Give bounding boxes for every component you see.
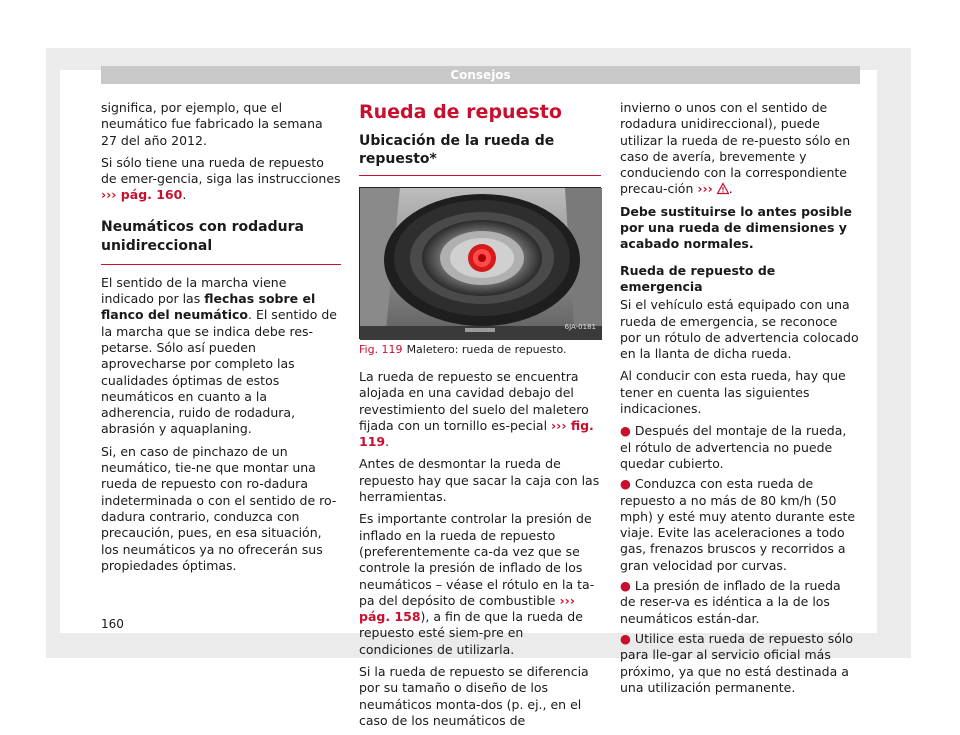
paragraph: Si sólo tiene una rueda de repuesto de emer-gencia, siga las instrucciones ››› pág. 160. — [101, 154, 341, 203]
bullet-dot-icon: ● — [620, 423, 631, 439]
paragraph: invierno o unos con el sentido de rodadura unidireccional), puede utilizar la rueda de re-puesto sólo en caso de avería, brevemente y conduciendo con la correspondiente precau-ción ››› . — [620, 100, 851, 197]
column-right — [620, 100, 860, 700]
bullet-dot-icon: ● — [620, 476, 631, 492]
page-reference-link[interactable]: ››› pág. 158 — [359, 592, 575, 625]
list-item: ● Utilice esta rueda de repuesto sólo para lle-gar al servicio oficial más próximo, ya que no está destinada a una utilización permanente. — [620, 630, 854, 695]
section-header: Consejos — [101, 66, 860, 84]
paragraph: La rueda de repuesto se encuentra alojada en una cavidad debajo del revestimiento del suelo del maletero fijada con un tornillo es-pecial ››› fig. 119. — [359, 369, 594, 450]
list-item: ● La presión de inflado de la rueda de reser-va es idéntica a la de los neumáticos están-dar. — [620, 578, 841, 626]
spare-wheel-figure — [359, 187, 601, 339]
warning-triangle-icon — [717, 181, 729, 196]
section-heading: Neumáticos con rodadura unidireccional — [101, 218, 341, 265]
paragraph: Es importante controlar la presión de inflado en la rueda de repuesto (preferentemente ca-da vez que se controle la presión de inflado de los neumáticos – véase el rótulo en la ta-pa del depósito de combustible ››› pág. 158), a fin de que la rueda de repuesto esté siem-pre en condiciones de utilizarla. — [359, 511, 595, 657]
page-reference-link[interactable]: ››› pág. 160 — [101, 187, 183, 203]
column-middle — [359, 100, 601, 735]
figure-reference-link[interactable]: ››› fig. 119 — [359, 417, 594, 450]
paragraph: Al conducir con esta rueda, hay que tener en cuenta las siguientes indicaciones. — [620, 368, 846, 417]
paragraph: Si el vehículo está equipado con una rueda de emergencia, se reconoce por un rótulo de advertencia colocado en la llanta de dicha rueda. — [620, 297, 859, 362]
paragraph: Si la rueda de repuesto se diferencia por su tamaño o diseño de los neumáticos monta-dos (p. ej., en el caso de los neumáticos de — [359, 664, 589, 728]
bullet-dot-icon: ● — [620, 578, 631, 594]
page-number: 160 — [101, 617, 124, 631]
list-item: ● Después del montaje de la rueda, el rótulo de advertencia no puede quedar cubierto. — [620, 423, 847, 471]
important-note: Debe sustituirse lo antes posible por una rueda de dimensiones y acabado normales. — [620, 203, 853, 252]
subsection-heading: Rueda de repuesto de emergencia — [620, 262, 776, 294]
warning-reference-link[interactable]: ››› — [697, 181, 713, 197]
bullet-dot-icon: ● — [620, 630, 631, 646]
figure-number: Fig. 119 — [359, 343, 403, 356]
paragraph: Si, en caso de pinchazo de un neumático, tie-ne que montar una rueda de repuesto con ro-dadura indeterminada o con el sentido de ro-dadura contrario, conduzca con precaución, pues, en esa situación, los neumáticos ya no ofrecerán sus propiedades óptimas. — [101, 443, 337, 573]
paragraph: El sentido de la marcha viene indicado por las flechas sobre el flanco del neumático. El sentido de la marcha que se indica debe res-petarse. Sólo así pueden aprovecharse por completo las cualidades óptimas de estos neumáticos en cuanto a la adherencia, ruido de rodadura, abrasión y aquaplaning. — [101, 274, 337, 437]
figure-code: 6JA-0181 — [564, 322, 596, 331]
list-item: ● Conduzca con esta rueda de repuesto a no más de 80 km/h (50 mph) y esté muy atento durante este viaje. Evite las aceleraciones a todo gas, frenazos bruscos y recorridos a gran velocidad por curvas. — [620, 476, 856, 573]
figure-caption: Fig. 119 Maletero: rueda de repuesto. — [359, 343, 567, 356]
spare-wheel-illustration — [360, 188, 602, 340]
section-heading: Ubicación de la rueda de repuesto* — [359, 132, 601, 176]
paragraph: Antes de desmontar la rueda de repuesto hay que sacar la caja con las herramientas. — [359, 456, 600, 505]
column-left — [101, 100, 341, 580]
paragraph: significa, por ejemplo, que el neumático fue fabricado la semana 27 del año 2012. — [101, 100, 323, 148]
page-title: Rueda de repuesto — [359, 101, 562, 123]
